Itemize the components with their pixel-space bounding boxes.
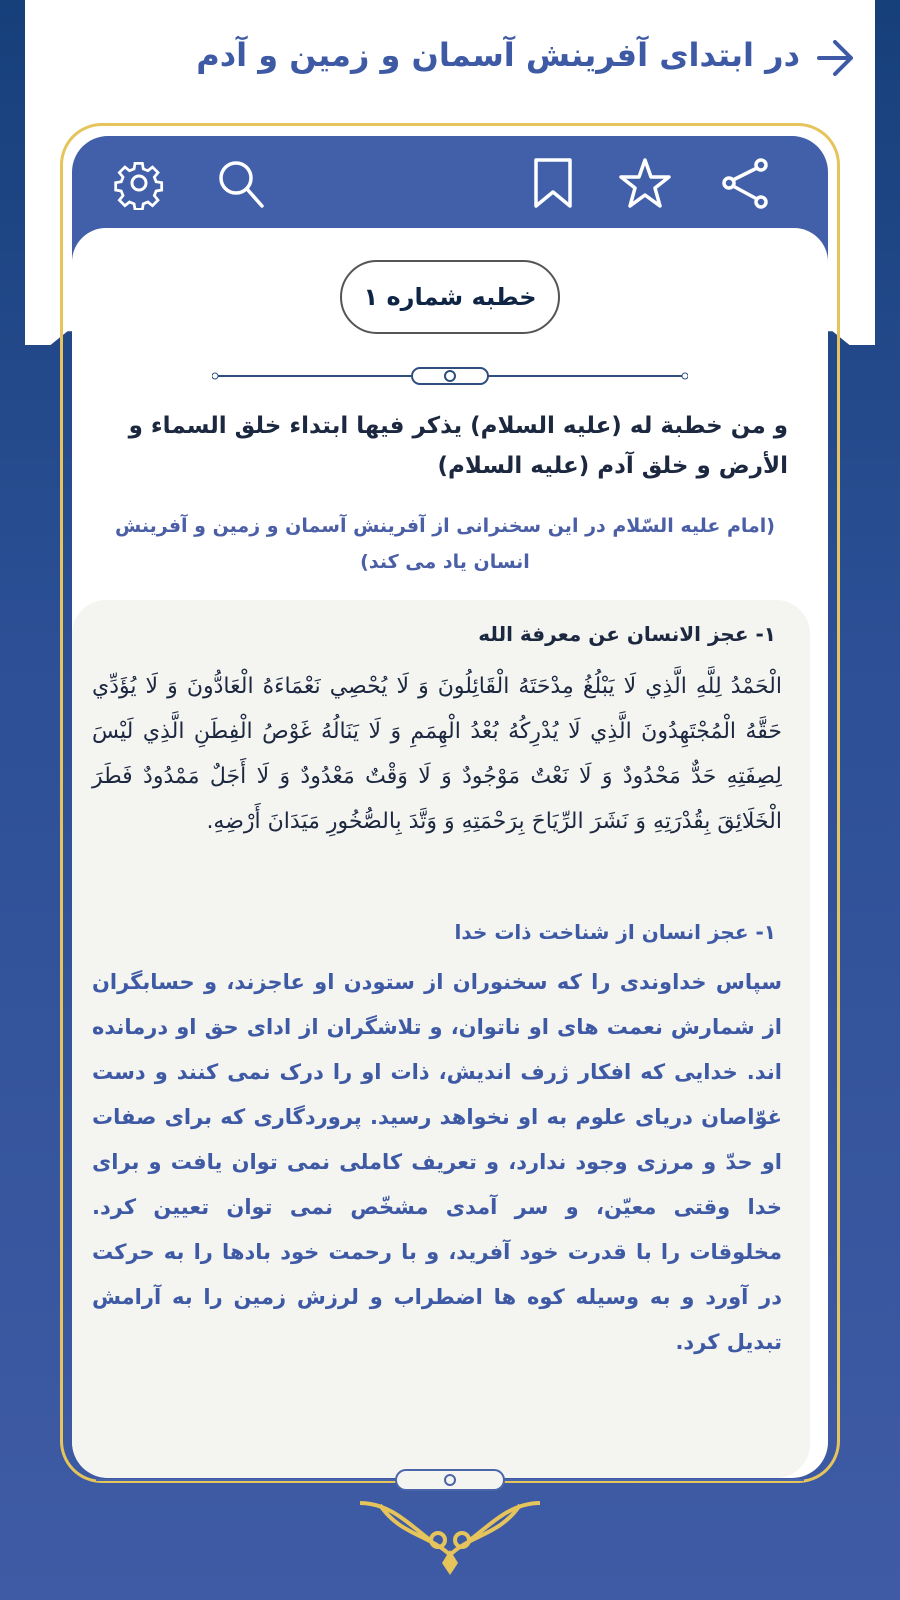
ornament-divider (212, 366, 688, 386)
text-panel (72, 600, 810, 1478)
bottom-ornament-divider (96, 1468, 804, 1492)
page-title: در ابتدای آفرینش آسمان و زمین و آدم (196, 36, 800, 74)
arrow-right-icon[interactable] (815, 36, 855, 80)
toolbar (72, 136, 828, 228)
bookmark-icon[interactable] (526, 156, 580, 210)
gold-ornament (350, 1495, 550, 1575)
arabic-text: الْحَمْدُ لِلَّهِ الَّذِي لَا يَبْلُغُ مِدْحَتَهُ الْقَائِلُونَ وَ لَا يُحْصِي نَعْمَاءَهُ الْعَادُّونَ وَ لَا يُؤَدِّي حَقَّهُ الْمُجْتَهِدُونَ الَّذِي لَا يُدْرِكُهُ بُعْدُ الْهِمَمِ وَ لَا يَنَالُهُ غَوْصُ الْفِطَنِ الَّذِي لَيْسَ لِصِفَتِهِ حَدٌّ مَحْدُودٌ وَ لَا نَعْتٌ مَوْجُودٌ وَ لَا وَقْتٌ مَعْدُودٌ وَ لَا أَجَلٌ مَمْدُودٌ فَطَرَ الْخَلَائِقَ بِقُدْرَتِهِ وَ نَشَرَ الرِّيَاحَ بِرَحْمَتِهِ وَ وَتَّدَ بِالصُّخُورِ مَيَدَانَ أَرْضِهِ. (92, 674, 782, 834)
section1-heading: ۱- عجز الانسان عن معرفة الله (478, 622, 776, 646)
share-icon[interactable] (718, 156, 772, 210)
gear-icon[interactable] (112, 156, 166, 210)
section2-heading: ۱- عجز انسان از شناخت ذات خدا (454, 920, 776, 944)
persian-translation: سپاس خداوندی را که سخنوران از ستودن او عاجزند، و حسابگران از شمارش نعمت های او ناتوان، و تلاشگران از ادای حق او درمانده اند. خدایی که افکار ژرف اندیش، ذات او را درک نمی کنند و دست غوّاصان دریای علوم به او نخواهد رسید. پروردگاری که برای صفات او حدّ و مرزی وجود ندارد، و تعریف کاملی نمی توان یافت و برای خدا وقتی معیّن، و سر آمدی مشخّص نمی توان تعیین کرد. مخلوقات را با قدرت خود آفرید، و با رحمت خود بادها را به حرکت در آورد و به وسیله کوه ها اضطراب و لرزش زمین را به آرامش تبدیل کرد. (92, 970, 782, 1354)
persian-subtitle: (امام علیه السّلام در این سخنرانی از آفرینش آسمان و زمین و آفرینش انسان یاد می کند) (115, 515, 775, 573)
search-icon[interactable] (214, 156, 268, 210)
content-area (72, 228, 828, 1478)
sermon-number-badge: خطبه شماره ۱ (340, 260, 560, 334)
arabic-title: و من خطبة له (عليه السلام) يذكر فيها ابتداء خلق السماء و الأرض و خلق آدم (عليه السلام) (128, 413, 788, 479)
star-icon[interactable] (618, 156, 672, 210)
sermon-card (72, 136, 828, 1478)
